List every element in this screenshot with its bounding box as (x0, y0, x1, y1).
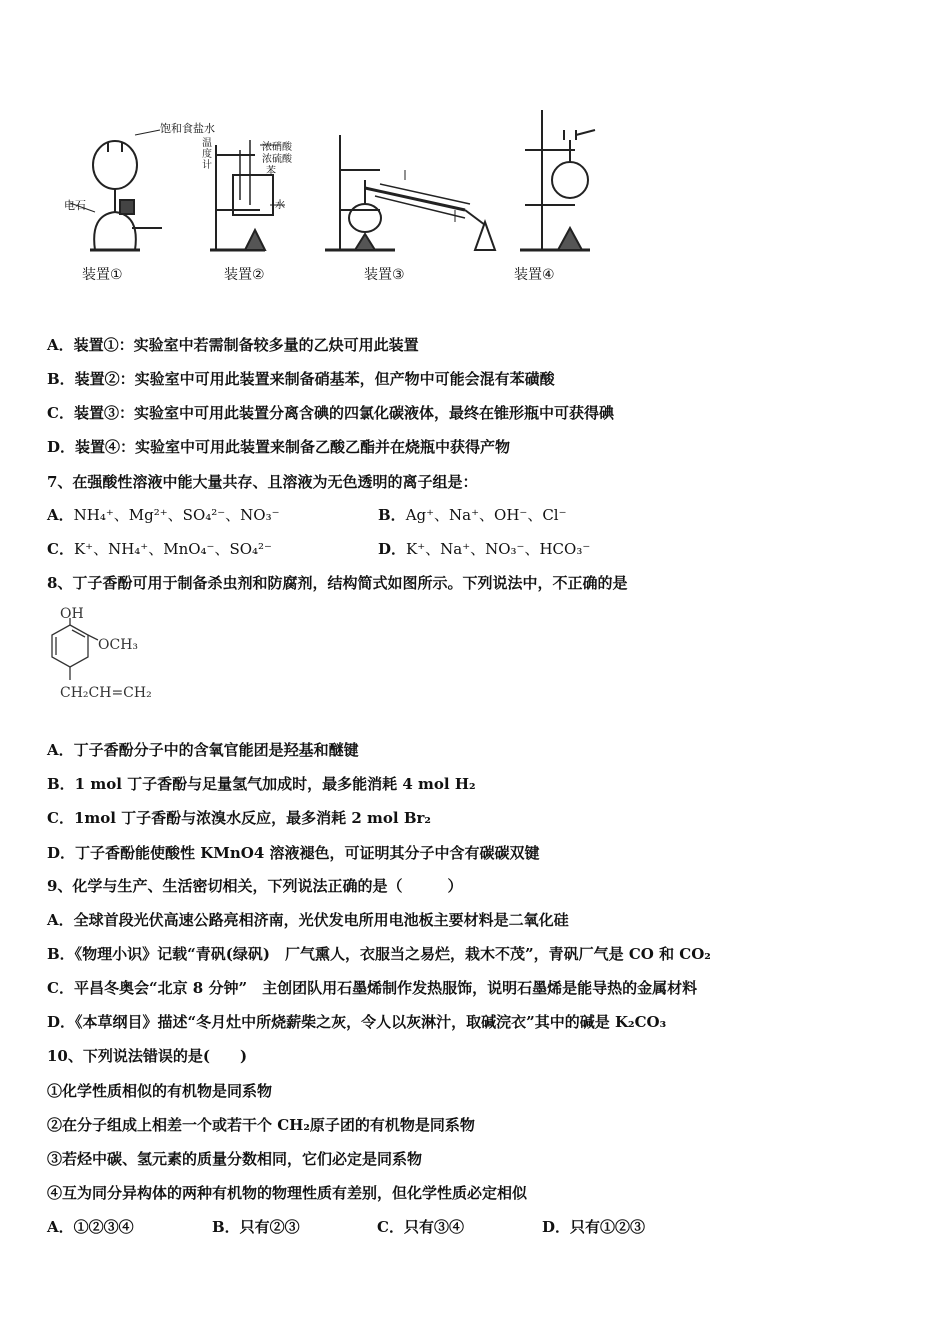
q9-option-b: B．《物理小识》记载“青矾(绿矾) 厂气熏人，衣服当之易烂，栽木不茂”，青矾厂气是 CO 和 CO₂ (47, 945, 711, 963)
q10-statement-1: ①化学性质相似的有机物是同系物 (47, 1082, 273, 1100)
q8-option-d: D．丁子香酚能使酸性 KMnO4 溶液褪色，可证明其分子中含有碳碳双键 (47, 844, 540, 862)
q10-stem: 10、下列说法错误的是( ) (47, 1047, 248, 1065)
q7-d-ions: K⁺、Na⁺、NO₃⁻、HCO₃⁻ (406, 540, 591, 558)
q10-statement-4: ④互为同分异构体的两种有机物的物理性质有差别，但化学性质必定相似 (47, 1184, 528, 1202)
apparatus-label-1: 装置① (82, 267, 123, 283)
apparatus-annotation: 饱和食盐水 (160, 122, 215, 135)
q6-option-a: A．装置①：实验室中若需制备较多量的乙炔可用此装置 (47, 336, 419, 354)
q10-statement-2: ②在分子组成上相差一个或若干个 CH₂原子团的有机物是同系物 (47, 1116, 475, 1134)
q8-option-c: C．1mol 丁子香酚与浓溴水反应，最多消耗 2 mol Br₂ (47, 809, 432, 827)
apparatus-annotation: 苯 (266, 166, 276, 177)
apparatus-annotation: 浓硫酸 (262, 154, 292, 165)
apparatus-4-drawing (520, 110, 595, 250)
apparatus-1-drawing (70, 130, 162, 250)
apparatus-label-4: 装置④ (514, 267, 555, 283)
struct-oh: OH (60, 606, 84, 622)
q10-option-b: B．只有②③ (212, 1218, 300, 1236)
apparatus-3-drawing (325, 135, 495, 250)
q9-option-c: C．平昌冬奥会“北京 8 分钟” 主创团队用石墨烯制作发热服饰，说明石墨烯是能导热的金属材料 (47, 979, 698, 997)
q7-a-ions: NH₄⁺、Mg²⁺、SO₄²⁻、NO₃⁻ (73, 506, 280, 524)
q7-d-prefix: D． (378, 540, 407, 558)
q8-stem: 8、丁子香酚可用于制备杀虫剂和防腐剂，结构简式如图所示。下列说法中，不正确的是 (47, 574, 628, 592)
q7-stem: 7、在强酸性溶液中能大量共存、且溶液为无色透明的离子组是： (47, 473, 478, 491)
q7-c-ions: K⁺、NH₄⁺、MnO₄⁻、SO₄²⁻ (73, 540, 272, 558)
q10-statement-3: ③若烃中碳、氢元素的质量分数相同，它们必定是同系物 (47, 1150, 423, 1168)
q9-stem: 9、化学与生产、生活密切相关，下列说法正确的是（ ） (47, 877, 463, 895)
struct-och3: OCH₃ (98, 637, 139, 653)
q9-option-d: D．《本草纲目》描述“冬月灶中所烧薪柴之灰，令人以灰淋汁，取碱浣衣”其中的碱是 K₂CO₃ (47, 1013, 667, 1031)
q7-option-b (378, 505, 567, 525)
q7-b-prefix: B． (378, 506, 406, 524)
apparatus-annotation: 电石 (64, 199, 86, 212)
apparatus-label-3: 装置③ (364, 267, 405, 283)
q10-option-d: D．只有①②③ (542, 1218, 646, 1236)
struct-chain: CH₂CH=CH₂ (60, 685, 152, 701)
q7-c-prefix: C． (47, 540, 74, 558)
q8-option-b: B．1 mol 丁子香酚与足量氢气加成时，最多能消耗 4 mol H₂ (47, 775, 476, 793)
apparatus-annotation: 温度计 (202, 138, 212, 171)
apparatus-annotation: 浓硝酸 (262, 142, 292, 153)
q8-option-a: A．丁子香酚分子中的含氧官能团是羟基和醚键 (47, 741, 359, 759)
q6-option-d: D．装置④：实验室中可用此装置来制备乙酸乙酯并在烧瓶中获得产物 (47, 438, 511, 456)
q6-option-b: B．装置②：实验室中可用此装置来制备硝基苯，但产物中可能会混有苯磺酸 (47, 370, 555, 388)
q10-option-c: C．只有③④ (377, 1218, 464, 1236)
apparatus-label-2: 装置② (224, 267, 265, 283)
q7-option-d (378, 539, 590, 559)
q10-option-a: A．①②③④ (47, 1218, 134, 1236)
q6-option-c: C．装置③：实验室中可用此装置分离含碘的四氯化碳液体，最终在锥形瓶中可获得碘 (47, 404, 614, 422)
apparatus-annotation: 水 (275, 200, 285, 211)
q7-row-1 (47, 505, 280, 525)
q7-a-prefix: A． (47, 506, 74, 524)
q9-option-a: A．全球首段光伏高速公路亮相济南，光伏发电所用电池板主要材料是二氧化硅 (47, 911, 569, 929)
q10-options (47, 1217, 747, 1237)
eugenol-structure (40, 600, 220, 710)
q7-b-ions: Ag⁺、Na⁺、OH⁻、Cl⁻ (405, 506, 567, 524)
q7-row-2 (47, 539, 272, 559)
